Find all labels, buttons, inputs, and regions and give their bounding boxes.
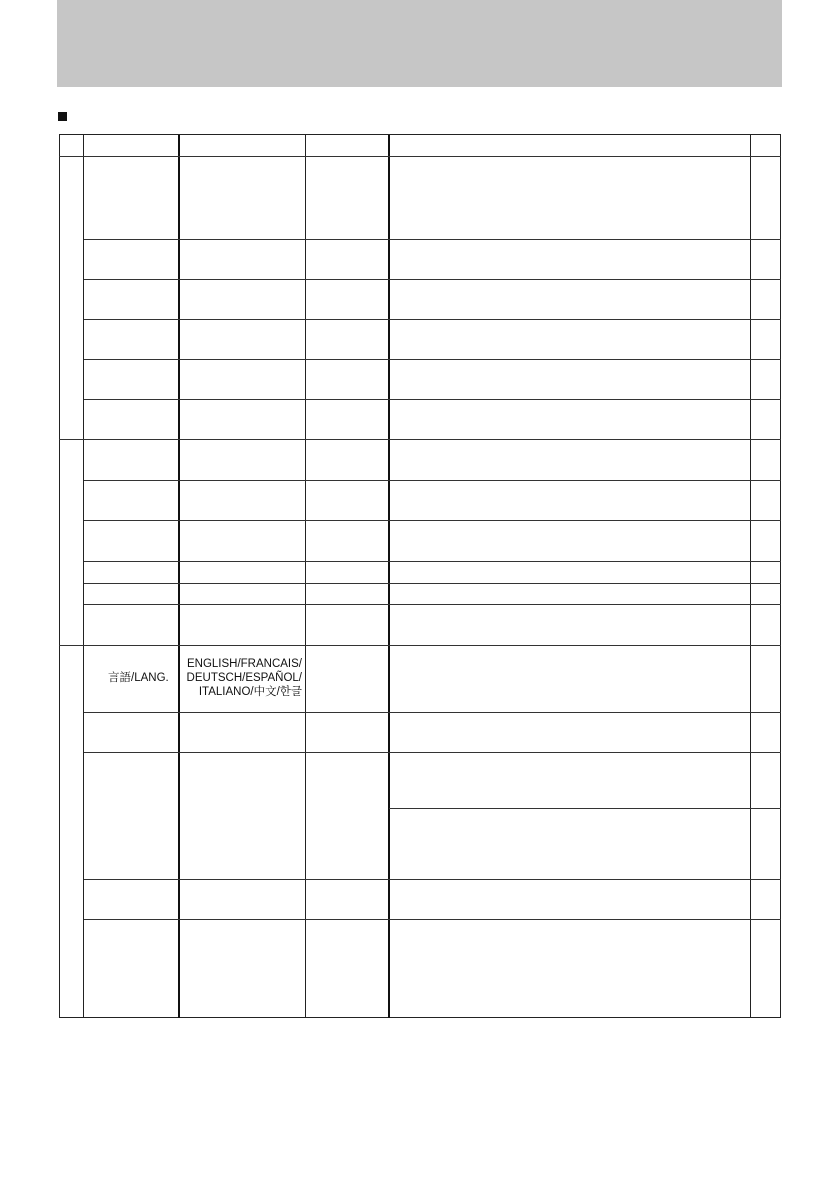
row-divider (84, 604, 781, 605)
row-divider (84, 752, 781, 753)
row-divider (84, 712, 781, 713)
column-divider (178, 135, 180, 1018)
language-options-line-2: DEUTSCH/ESPAÑOL/ (186, 672, 302, 684)
row-divider (84, 480, 781, 481)
settings-table (59, 134, 781, 1018)
row-divider (84, 239, 781, 240)
row-divider (84, 583, 781, 584)
header-band (57, 0, 782, 87)
table-header-rule (59, 156, 781, 157)
row-divider (84, 399, 781, 400)
column-divider (83, 135, 84, 1018)
row-divider (84, 319, 781, 320)
group-divider (59, 645, 781, 646)
row-divider (84, 879, 781, 880)
language-options-line-1: ENGLISH/FRANCAIS/ (186, 658, 302, 670)
row-divider (84, 279, 781, 280)
row-divider (84, 561, 781, 562)
column-divider (305, 135, 306, 1018)
language-options-line-3: ITALIANO/中文/한글 (198, 686, 302, 698)
setting-language-label: 言語/LANG. (108, 672, 169, 684)
group-divider (59, 439, 781, 440)
row-divider (84, 919, 781, 920)
section-bullet-icon (58, 112, 67, 121)
column-divider (750, 135, 751, 1018)
column-divider (388, 135, 390, 1018)
row-divider (389, 808, 781, 809)
row-divider (84, 520, 781, 521)
row-divider (84, 359, 781, 360)
